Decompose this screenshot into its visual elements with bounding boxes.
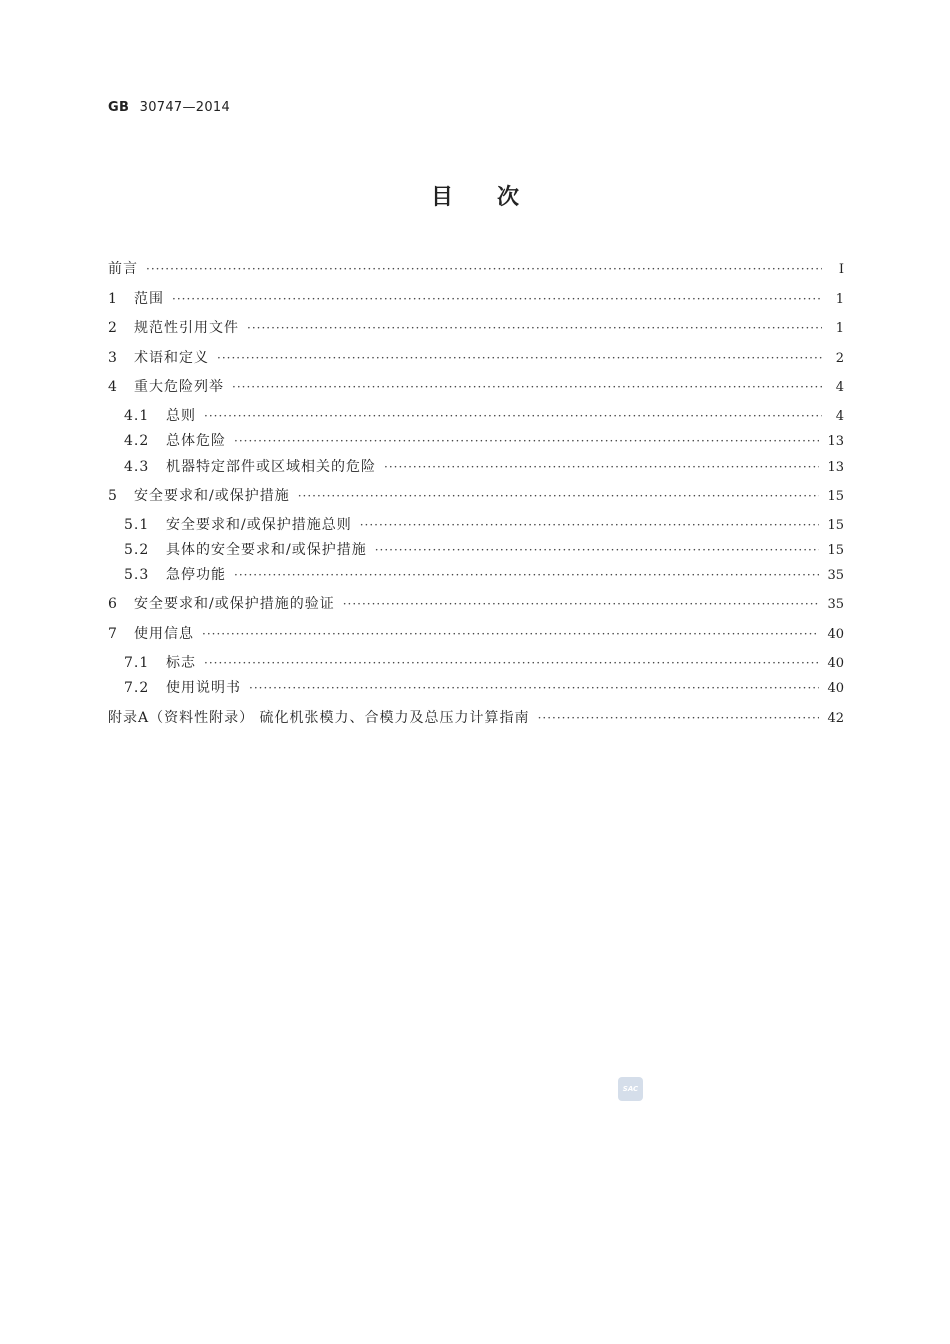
toc-leader-dots bbox=[375, 541, 820, 559]
toc-entry-label: 机器特定部件或区域相关的危险 bbox=[166, 459, 376, 475]
toc-entry[interactable] bbox=[124, 541, 844, 560]
toc-entry[interactable] bbox=[108, 625, 844, 644]
toc-leader-dots bbox=[538, 709, 820, 727]
toc-entry[interactable] bbox=[108, 349, 844, 368]
toc-entry-page: 2 bbox=[835, 351, 844, 366]
toc-leader-dots bbox=[217, 349, 822, 367]
toc-entry-page: 1 bbox=[835, 321, 844, 336]
toc-leader-dots bbox=[384, 458, 819, 476]
toc-entry-label: 术语和定义 bbox=[134, 350, 209, 366]
toc-entry-number: 4.1 bbox=[124, 408, 150, 424]
toc-entry[interactable] bbox=[108, 260, 844, 279]
standard-code: GB bbox=[108, 100, 130, 115]
toc-entry-number: 7.2 bbox=[124, 680, 150, 696]
standard-number: 30747—2014 bbox=[139, 100, 231, 115]
toc-entry-page: Ⅰ bbox=[838, 262, 844, 277]
toc-entry-label: 使用信息 bbox=[134, 626, 194, 642]
toc-entry-number: 4 bbox=[108, 379, 118, 395]
toc-entry-page: 15 bbox=[827, 543, 844, 558]
toc-leader-dots bbox=[204, 407, 822, 425]
sac-watermark-icon: SAC bbox=[618, 1077, 643, 1101]
toc-leader-dots bbox=[343, 595, 820, 613]
toc-leader-dots bbox=[234, 566, 819, 584]
toc-leader-dots bbox=[146, 260, 822, 278]
toc-entry-label: 安全要求和/或保护措施 bbox=[134, 488, 290, 504]
toc-leader-dots bbox=[249, 679, 819, 697]
toc-entry[interactable] bbox=[108, 709, 844, 728]
toc-entry-label: 急停功能 bbox=[166, 567, 226, 583]
toc-entry-number: 7.1 bbox=[124, 655, 150, 671]
toc-entry[interactable] bbox=[124, 654, 844, 673]
toc-entry-label: 总则 bbox=[166, 408, 196, 424]
toc-entry-page: 13 bbox=[827, 460, 844, 475]
toc-entry-label: 总体危险 bbox=[166, 433, 226, 449]
toc-entry-number: 3 bbox=[108, 350, 118, 366]
document-header bbox=[108, 100, 230, 115]
toc-entry-label: 标志 bbox=[166, 655, 196, 671]
toc-entry-label: 具体的安全要求和/或保护措施 bbox=[166, 542, 367, 558]
toc-entry-label: 范围 bbox=[134, 291, 164, 307]
toc-entry-label: 重大危险列举 bbox=[134, 379, 224, 395]
toc-entry-page: 42 bbox=[827, 711, 844, 726]
toc-leader-dots bbox=[172, 290, 822, 308]
toc-entry-number: 5.3 bbox=[124, 567, 150, 583]
toc-entry[interactable] bbox=[124, 566, 844, 585]
toc-entry[interactable] bbox=[108, 319, 844, 338]
toc-entry-label: 安全要求和/或保护措施的验证 bbox=[134, 596, 335, 612]
page-title: 目次 bbox=[430, 185, 563, 210]
toc-entry-label: 规范性引用文件 bbox=[134, 320, 239, 336]
toc-entry[interactable] bbox=[124, 679, 844, 698]
toc-leader-dots bbox=[234, 432, 819, 450]
toc-entry[interactable] bbox=[108, 378, 844, 397]
toc-entry-label: 前言 bbox=[108, 261, 138, 277]
toc-entry-number: 1 bbox=[108, 291, 118, 307]
toc-entry-page: 40 bbox=[827, 681, 844, 696]
toc-entry-label: 附录A（资料性附录） 硫化机张模力、合模力及总压力计算指南 bbox=[108, 710, 530, 726]
toc-entry[interactable] bbox=[124, 407, 844, 426]
toc-entry-page: 4 bbox=[835, 409, 844, 424]
toc-entry-number: 4.2 bbox=[124, 433, 150, 449]
toc-entry[interactable] bbox=[124, 432, 844, 451]
toc-leader-dots bbox=[204, 654, 819, 672]
toc-entry-page: 15 bbox=[827, 489, 844, 504]
toc-entry[interactable] bbox=[108, 290, 844, 309]
toc-entry-number: 7 bbox=[108, 626, 118, 642]
toc-leader-dots bbox=[202, 625, 819, 643]
toc-entry-page: 15 bbox=[827, 518, 844, 533]
toc-entry[interactable] bbox=[124, 458, 844, 477]
toc-entry-number: 5.2 bbox=[124, 542, 150, 558]
toc-entry[interactable] bbox=[124, 516, 844, 535]
toc-entry-number: 2 bbox=[108, 320, 118, 336]
toc-leader-dots bbox=[247, 319, 822, 337]
toc-entry-label: 使用说明书 bbox=[166, 680, 241, 696]
toc-entry[interactable] bbox=[108, 595, 844, 614]
toc-entry-page: 1 bbox=[835, 292, 844, 307]
toc-entry-label: 安全要求和/或保护措施总则 bbox=[166, 517, 352, 533]
toc-entry-number: 4.3 bbox=[124, 459, 150, 475]
toc-entry-page: 35 bbox=[827, 597, 844, 612]
toc-entry[interactable] bbox=[108, 487, 844, 506]
toc-entry-number: 5 bbox=[108, 488, 118, 504]
toc-entry-page: 13 bbox=[827, 434, 844, 449]
toc-leader-dots bbox=[298, 487, 820, 505]
toc-entry-number: 5.1 bbox=[124, 517, 150, 533]
toc-entry-number: 6 bbox=[108, 596, 118, 612]
toc-leader-dots bbox=[360, 516, 820, 534]
toc-entry-page: 35 bbox=[827, 568, 844, 583]
toc-entry-page: 40 bbox=[827, 627, 844, 642]
toc-leader-dots bbox=[232, 378, 822, 396]
toc-entry-page: 40 bbox=[827, 656, 844, 671]
toc-entry-page: 4 bbox=[835, 380, 844, 395]
